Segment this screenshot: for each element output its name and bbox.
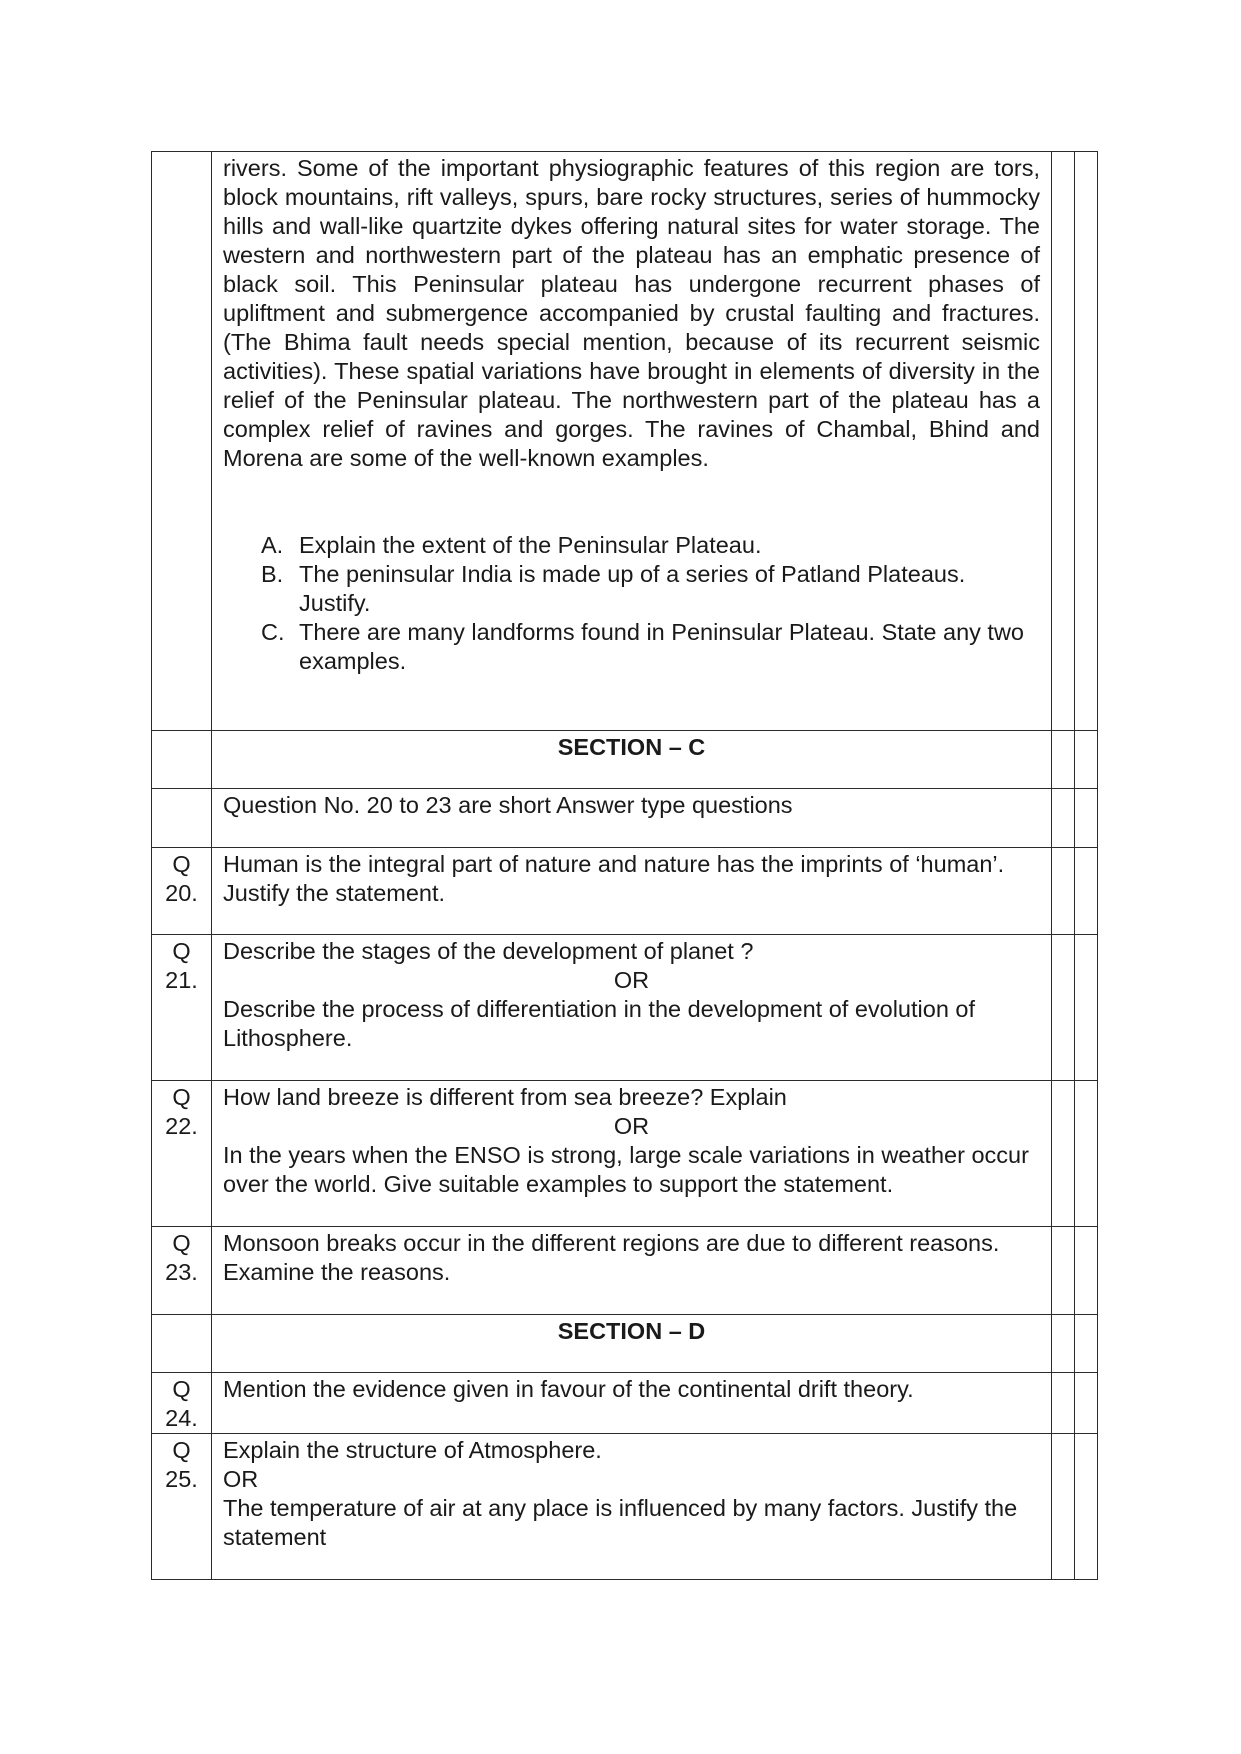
sub-question-b bbox=[223, 560, 1040, 618]
question-prefix: Q bbox=[172, 938, 191, 964]
question-prefix: Q bbox=[172, 1437, 191, 1463]
question-text-cell bbox=[212, 1434, 1052, 1580]
question-text: Monsoon breaks occur in the different regions are due to different reasons. Examine the reasons. bbox=[223, 1230, 1000, 1285]
marks-cell bbox=[1075, 1227, 1098, 1315]
passage-number-cell bbox=[152, 152, 212, 731]
alternate-question-text: In the years when the ENSO is strong, large scale variations in weather occur over the world. Give suitable examples to support the statement. bbox=[223, 1142, 1029, 1197]
section-c-heading-row bbox=[152, 731, 1098, 789]
marks-cell bbox=[1075, 789, 1098, 848]
section-d-heading-row bbox=[152, 1315, 1098, 1373]
section-c-instruction: Question No. 20 to 23 are short Answer type questions bbox=[223, 792, 793, 818]
section-c-instruction-row bbox=[152, 789, 1098, 848]
sub-question-text: There are many landforms found in Peninsular Plateau. State any two examples. bbox=[299, 619, 1024, 674]
sub-question-text: The peninsular India is made up of a series of Patland Plateaus. Justify. bbox=[299, 561, 966, 616]
marks-cell bbox=[1075, 152, 1098, 731]
question-text: Mention the evidence given in favour of the continental drift theory. bbox=[223, 1376, 914, 1402]
question-number: 25. bbox=[165, 1466, 198, 1492]
passage-text: rivers. Some of the important physiographic features of this region are tors, block mountains, rift valleys, spurs, bare rocky structures, series of hummocky hills and wall-like quartzite dykes offering natural sites for water storage. The western and northwestern part of the plateau has an emphatic presence of black soil. This Peninsular plateau has undergone recurrent phases of upliftment and submergence accompanied by crustal faulting and fractures. (The Bhima fault needs special mention, because of its recurrent seismic activities). These spatial variations have brought in elements of diversity in the relief of the Peninsular plateau. The northwestern part of the plateau has a complex relief of ravines and gorges. The ravines of Chambal, Bhind and Morena are some of the well-known examples. bbox=[223, 155, 1040, 471]
instruction-cell bbox=[212, 789, 1052, 848]
marks-cell bbox=[1075, 1373, 1098, 1434]
number-cell bbox=[152, 731, 212, 789]
question-number: 21. bbox=[165, 967, 198, 993]
marks-cell bbox=[1052, 152, 1075, 731]
or-divider: OR bbox=[613, 1113, 650, 1139]
question-row-22 bbox=[152, 1081, 1098, 1227]
question-number-cell bbox=[152, 1227, 212, 1315]
marks-cell bbox=[1052, 731, 1075, 789]
section-c-heading-cell bbox=[212, 731, 1052, 789]
marks-cell bbox=[1052, 1227, 1075, 1315]
section-c-heading: SECTION – C bbox=[557, 734, 706, 760]
number-cell bbox=[152, 789, 212, 848]
sub-question-label: A. bbox=[261, 532, 284, 558]
question-row-25 bbox=[152, 1434, 1098, 1580]
marks-cell bbox=[1052, 935, 1075, 1081]
question-row-24 bbox=[152, 1373, 1098, 1434]
question-row-20 bbox=[152, 848, 1098, 935]
question-text: How land breeze is different from sea breeze? Explain bbox=[223, 1084, 787, 1110]
question-number-cell bbox=[152, 1373, 212, 1434]
question-text-cell bbox=[212, 1373, 1052, 1434]
passage-row bbox=[152, 152, 1098, 731]
sub-question-a bbox=[223, 531, 1040, 560]
sub-question-text: Explain the extent of the Peninsular Plateau. bbox=[299, 532, 762, 558]
marks-cell bbox=[1052, 1373, 1075, 1434]
marks-cell bbox=[1052, 1315, 1075, 1373]
sub-question-label: B. bbox=[261, 561, 284, 587]
question-table bbox=[151, 151, 1098, 1580]
marks-cell bbox=[1075, 935, 1098, 1081]
marks-cell bbox=[1075, 848, 1098, 935]
question-number: 20. bbox=[165, 880, 198, 906]
question-prefix: Q bbox=[172, 1376, 191, 1402]
question-text: Human is the integral part of nature and nature has the imprints of ‘human’. Justify the statement. bbox=[223, 851, 1005, 906]
question-text: Explain the structure of Atmosphere. bbox=[223, 1437, 602, 1463]
passage-cell bbox=[212, 152, 1052, 731]
question-number: 24. bbox=[165, 1405, 198, 1431]
marks-cell bbox=[1052, 848, 1075, 935]
question-number-cell bbox=[152, 935, 212, 1081]
question-prefix: Q bbox=[172, 851, 191, 877]
sub-question-label: C. bbox=[261, 619, 285, 645]
question-number-cell bbox=[152, 1434, 212, 1580]
question-text-cell bbox=[212, 935, 1052, 1081]
question-row-23 bbox=[152, 1227, 1098, 1315]
marks-cell bbox=[1052, 1434, 1075, 1580]
question-number-cell bbox=[152, 1081, 212, 1227]
sub-question-c bbox=[223, 618, 1040, 676]
question-row-21 bbox=[152, 935, 1098, 1081]
question-text-cell bbox=[212, 848, 1052, 935]
question-text: Describe the stages of the development of planet ? bbox=[223, 938, 754, 964]
question-number: 22. bbox=[165, 1113, 198, 1139]
spacer bbox=[223, 473, 1040, 531]
question-text-cell bbox=[212, 1081, 1052, 1227]
alternate-question-text: The temperature of air at any place is influenced by many factors. Justify the statement bbox=[223, 1495, 1018, 1550]
or-divider: OR bbox=[223, 1466, 259, 1492]
marks-cell bbox=[1052, 1081, 1075, 1227]
or-divider: OR bbox=[613, 967, 650, 993]
marks-cell bbox=[1075, 1081, 1098, 1227]
question-text-cell bbox=[212, 1227, 1052, 1315]
question-number-cell bbox=[152, 848, 212, 935]
marks-cell bbox=[1075, 1315, 1098, 1373]
question-prefix: Q bbox=[172, 1230, 191, 1256]
question-number: 23. bbox=[165, 1259, 198, 1285]
number-cell bbox=[152, 1315, 212, 1373]
section-d-heading: SECTION – D bbox=[557, 1318, 706, 1344]
question-prefix: Q bbox=[172, 1084, 191, 1110]
section-d-heading-cell bbox=[212, 1315, 1052, 1373]
marks-cell bbox=[1075, 731, 1098, 789]
alternate-question-text: Describe the process of differentiation in the development of evolution of Lithosphere. bbox=[223, 996, 976, 1051]
sub-question-list bbox=[223, 531, 1040, 676]
marks-cell bbox=[1075, 1434, 1098, 1580]
marks-cell bbox=[1052, 789, 1075, 848]
